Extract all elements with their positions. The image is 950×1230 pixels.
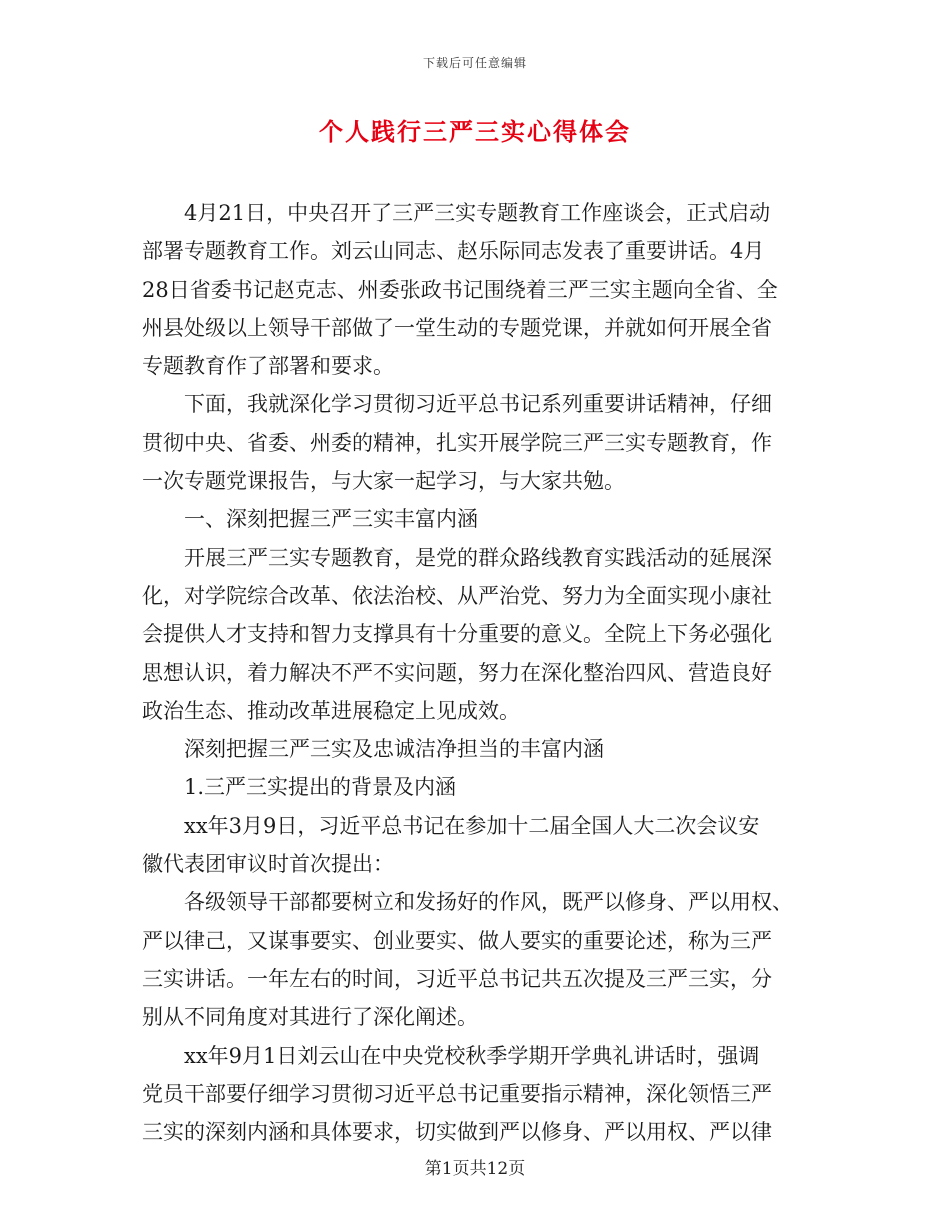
text-line: 各级领导干部都要树立和发扬好的作风，既严以修身、严以用权、 [184, 890, 793, 915]
document-body [142, 194, 802, 1151]
text-line: 专题教育作了部署和要求。 [142, 354, 394, 379]
text-line: 三实讲话。一年左右的时间，习近平总书记共五次提及三严三实，分 [142, 966, 772, 991]
text-line: 徽代表团审议时首次提出： [142, 852, 394, 877]
text-line: 一、深刻把握三严三实丰富内涵 [184, 507, 478, 532]
text-line: 三实的深刻内涵和具体要求，切实做到严以修身、严以用权、严以律 [142, 1120, 772, 1145]
text-line: 严以律己，又谋事要实、创业要实、做人要实的重要论述，称为三严 [142, 928, 772, 953]
text-line: 4月21日，中央召开了三严三实专题教育工作座谈会，正式启动 [184, 201, 771, 225]
text-line: 部署专题教育工作。刘云山同志、赵乐际同志发表了重要讲话。4月 [142, 239, 765, 264]
text-line: 州县处级以上领导干部做了一堂生动的专题党课，并就如何开展全省 [142, 315, 772, 340]
text-line: 化，对学院综合改革、依法治校、从严治党、努力为全面实现小康社 [142, 583, 772, 608]
text-line: 深刻把握三严三实及忠诚洁净担当的丰富内涵 [184, 737, 604, 762]
text-line: 思想认识，着力解决不严不实问题，努力在深化整治四风、营造良好 [142, 660, 772, 685]
text-line: 政治生态、推动改革进展稳定上见成效。 [142, 698, 520, 723]
text-line: 1.三严三实提出的背景及内涵 [184, 775, 457, 800]
text-line: 贯彻中央、省委、州委的精神，扎实开展学院三严三实专题教育，作 [142, 430, 772, 455]
text-line: 28日省委书记赵克志、州委张政书记围绕着三严三实主题向全省、全 [142, 277, 778, 302]
text-line: 一次专题党课报告，与大家一起学习，与大家共勉。 [142, 469, 625, 494]
text-line: 开展三严三实专题教育，是党的群众路线教育实践活动的延展深 [184, 545, 772, 570]
header-note: 下载后可任意编辑 [422, 56, 527, 70]
page-footer: 第1页共12页 [424, 1159, 526, 1179]
document-title: 个人践行三严三实心得体会 [319, 117, 631, 146]
text-line: xx年3月9日，习近平总书记在参加十二届全国人大二次会议安 [184, 813, 760, 838]
text-line: 党员干部要仔细学习贯彻习近平总书记重要指示精神，深化领悟三严 [142, 1081, 772, 1106]
text-line: 会提供人才支持和智力支撑具有十分重要的意义。全院上下务必强化 [142, 622, 772, 647]
text-line: 别从不同角度对其进行了深化阐述。 [142, 1005, 478, 1030]
text-line: xx年9月1日刘云山在中央党校秋季学期开学典礼讲话时，强调 [184, 1043, 760, 1068]
text-line: 下面，我就深化学习贯彻习近平总书记系列重要讲话精神，仔细 [184, 392, 772, 417]
